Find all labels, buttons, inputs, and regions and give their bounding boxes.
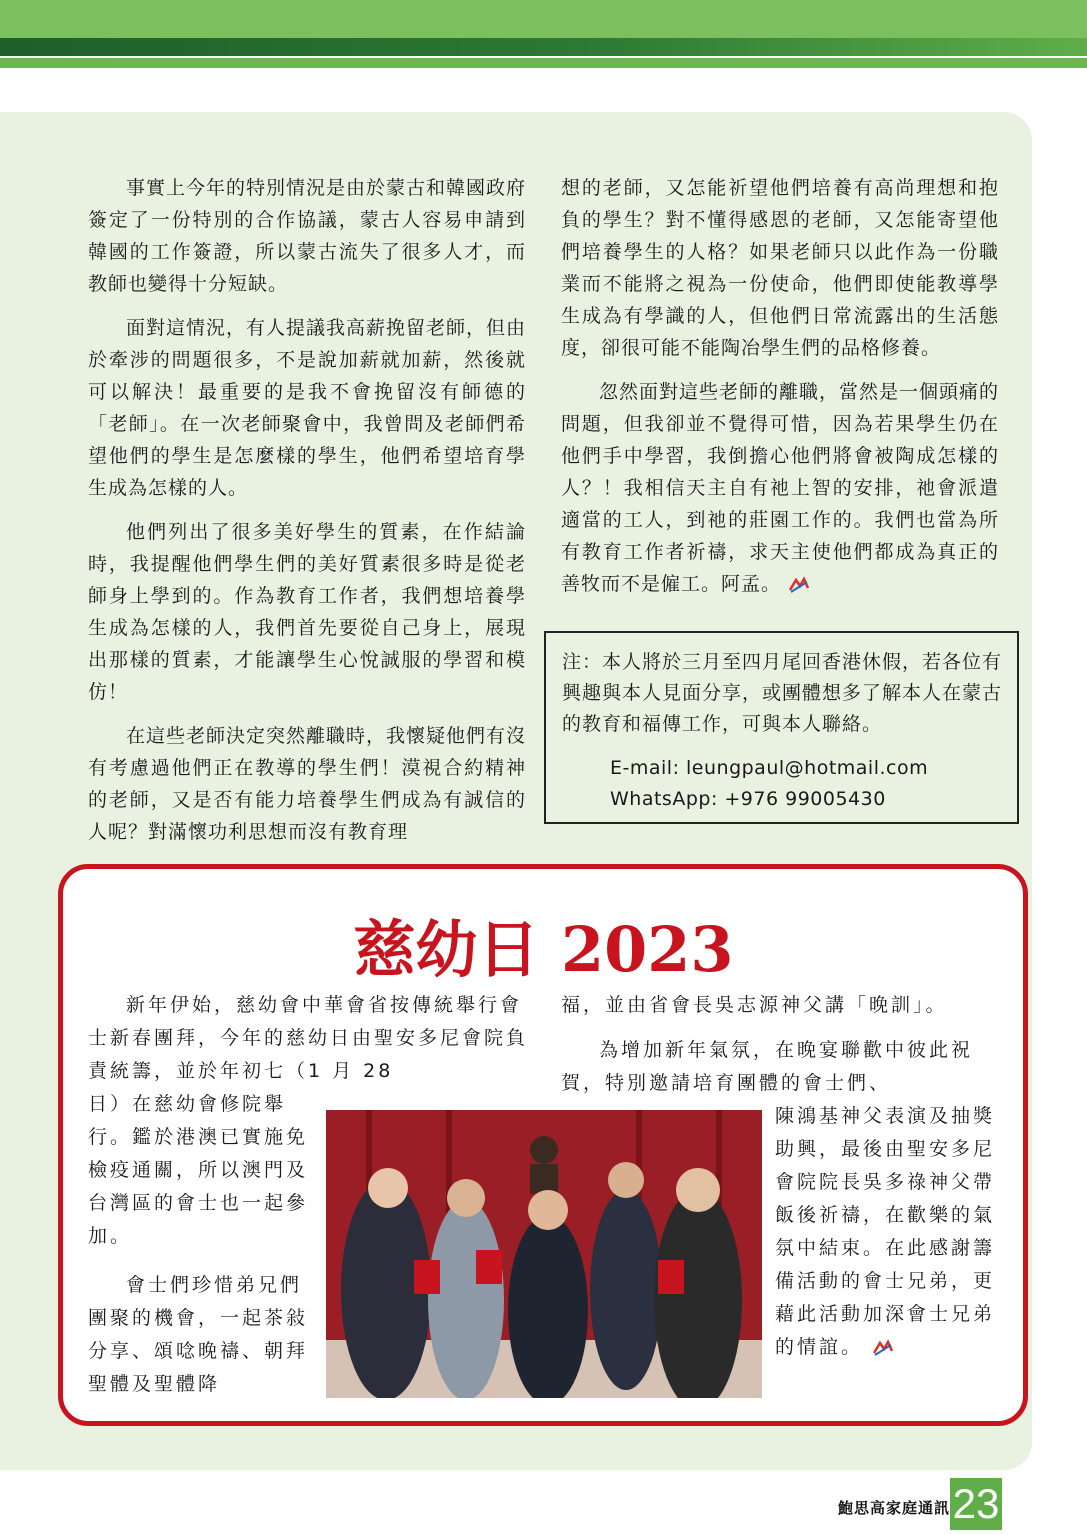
footer-publication-name: 鮑思高家庭通訊 [838,1499,951,1517]
article-paragraph: 在這些老師決定突然離職時，我懷疑他們有沒有考慮過他們正在教導的學生們！漠視合約精神的老師，又是否有能力培養學生們成為有誠信的人呢？對滿懷功利思想而沒有教育理 [88,725,527,843]
event-right-paragraph-2: 為增加新年氣氛，在晚宴聯歡中彼此祝賀，特別邀請培育團體的會士們、 [561,1039,974,1094]
contact-whatsapp: WhatsApp: +976 99005430 [610,788,886,810]
article-paragraph-last [561,376,999,600]
header-bar-dark [0,38,1087,56]
event-paragraph-1: 新年伊始，慈幼會中華會省按傳統舉行會士新春團拜，今年的慈幼日由聖安多尼會院負責統籌，並於年初七（1 月 28 [88,994,529,1082]
article-right-column [561,172,999,612]
end-mark-icon [788,576,810,594]
article-paragraph: 他們列出了很多美好學生的質素，在作結論時，我提醒他們學生們的美好質素很多時是從老師身上學到的。作為教育工作者，我們想培養學生成為怎樣的人，我們首先要從自己身上，展現出那樣的質素，才能讓學生心悅誠服的學習和模仿！ [88,521,526,703]
end-mark-icon [872,1339,894,1357]
group-photo-illustration [326,1110,762,1398]
contact-email: E-mail: leungpaul@hotmail.com [610,757,929,779]
contact-note-text: 注：本人將於三月至四月尾回香港休假，若各位有興趣與本人見面分享，或團體想多了解本人在蒙古的教育和福傳工作，可與本人聯絡。 [562,651,1003,735]
event-paragraph-1-continued: 日）在慈幼會修院舉行。鑑於港澳已實施免檢疫通關，所以澳門及台灣區的會士也一起參加。 [88,1093,309,1247]
event-right-paragraph-1: 福，並由省會長吳志源神父講「晚訓」。 [561,994,948,1016]
article-paragraph: 面對這情況，有人提議我高薪挽留老師，但由於牽涉的問題很多，不是說加薪就加薪，然後就可以解決！最重要的是我不會挽留沒有師德的「老師」。在一次老師聚會中，我曾問及老師們希望他們的學生是怎麼樣的學生，他們希望培育學生成為怎樣的人。 [88,317,527,499]
event-closing-text: 陳鴻基神父表演及抽獎助興，最後由聖安多尼會院院長吳多祿神父帶飯後祈禱，在歡樂的氣氛中結束。在此感謝籌備活動的會士兄弟，更藉此活動加深會士兄弟的情誼。 [775,1105,996,1358]
event-title: 慈幼日 2023 [353,913,734,986]
event-paragraph-2: 會士們珍惜弟兄們團聚的機會，一起茶敍分享、頌唸晚禱、朝拜聖體及聖體降 [88,1274,309,1395]
article-paragraph: 事實上今年的特別情況是由於蒙古和韓國政府簽定了一份特別的合作協議，蒙古人容易申請到韓國的工作簽證，所以蒙古流失了很多人才，而教師也變得十分短缺。 [88,177,527,295]
group-photo [326,1110,762,1398]
contact-details [610,753,928,815]
page-number: 23 [950,1478,1002,1530]
header-bar-thin [0,58,1087,68]
article-closing-text: 忽然面對這些老師的離職，當然是一個頭痛的問題，但我卻並不覺得可惜，因為若果學生仍在他們手中學習，我倒擔心他們將會被陶成怎樣的人？！我相信天主自有祂上智的安排，祂會派遣適當的工人，到祂的莊園工作的。我們也當為所有教育工作者祈禱，求天主使他們都成為真正的善牧而不是僱工。阿孟。 [561,381,1000,595]
contact-note-box [544,631,1019,824]
event-right-paragraph-3 [775,1100,1001,1364]
article-left-column [88,172,526,860]
article-paragraph-continued: 想的老師，又怎能祈望他們培養有高尚理想和抱負的學生？對不懂得感恩的老師，又怎能寄望他們培養學生的人格？如果老師只以此作為一份職業而不能將之視為一份使命，他們即使能教導學生成為有學識的人，但他們日常流露出的生活態度，卻很可能不能陶冶學生們的品格修養。 [561,177,999,359]
header-bar-light [0,0,1087,40]
